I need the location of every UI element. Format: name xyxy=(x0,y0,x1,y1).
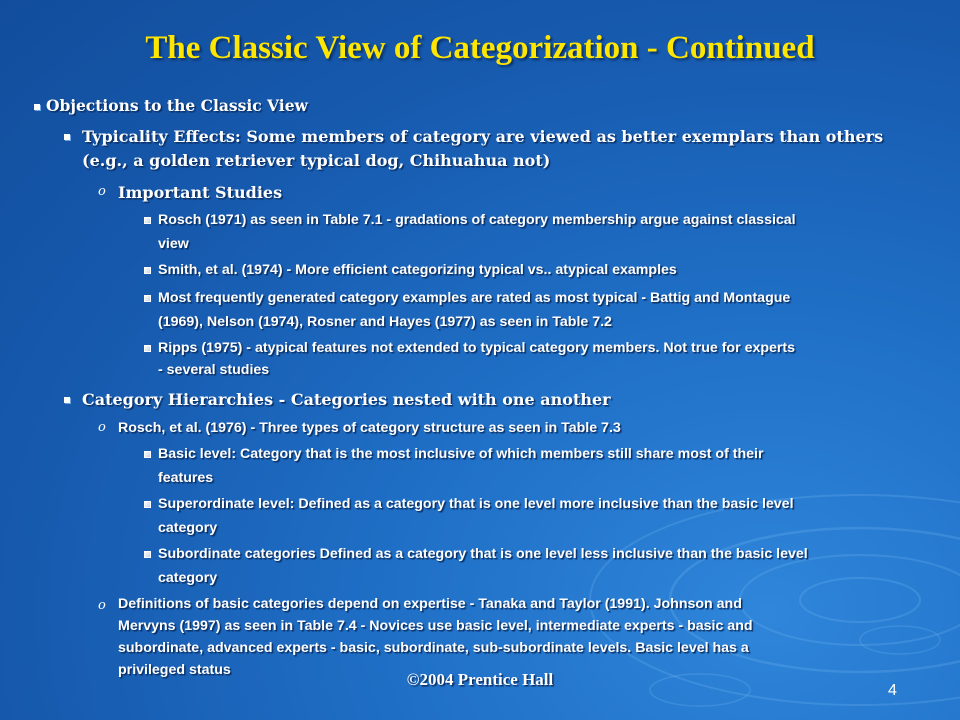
circle-bullet-icon: o xyxy=(98,598,106,613)
subordinate-line2: category xyxy=(158,570,218,586)
study-4-line2: - several studies xyxy=(158,362,270,378)
basic-level-line1: Basic level: Category that is the most inclusive of which members still share most of their xyxy=(158,446,764,462)
study-1-line1: Rosch (1971) as seen in Table 7.1 - gradations of category membership argue against classical xyxy=(158,212,796,228)
checkbox-bullet-icon xyxy=(144,345,151,352)
study-1-line2: view xyxy=(158,236,189,252)
checkbox-bullet-icon xyxy=(144,267,151,274)
study-4-line1: Ripps (1975) - atypical features not extended to typical category members. Not true for experts xyxy=(158,340,796,356)
definitions-line1: Definitions of basic categories depend on expertise - Tanaka and Taylor (1991). Johnson and xyxy=(118,596,742,612)
study-3-line2: (1969), Nelson (1974), Rosner and Hayes (1977) as seen in Table 7.2 xyxy=(158,314,612,330)
square-bullet-icon xyxy=(64,397,70,403)
subordinate-line1: Subordinate categories Defined as a category that is one level less inclusive than the basic level xyxy=(158,546,808,562)
superordinate-line1: Superordinate level: Defined as a category that is one level more inclusive than the basic level xyxy=(158,496,794,512)
square-bullet-icon xyxy=(34,104,40,110)
rosch-1976-text: Rosch, et al. (1976) - Three types of category structure as seen in Table 7.3 xyxy=(118,420,621,436)
checkbox-bullet-icon xyxy=(144,501,151,508)
typicality-line1: Typicality Effects: Some members of category are viewed as better exemplars than others xyxy=(82,127,884,146)
hierarchies-heading: Category Hierarchies - Categories nested with one another xyxy=(82,390,611,409)
circle-bullet-icon: o xyxy=(98,184,106,199)
page-number: 4 xyxy=(888,682,897,699)
copyright-footer: ©2004 Prentice Hall xyxy=(406,670,554,689)
square-bullet-icon xyxy=(64,134,70,140)
circle-bullet-icon: o xyxy=(98,420,106,435)
objections-heading: Objections to the Classic View xyxy=(46,96,308,115)
basic-level-line2: features xyxy=(158,470,214,486)
checkbox-bullet-icon xyxy=(144,451,151,458)
slide-title: The Classic View of Categorization - Continued xyxy=(145,30,815,66)
checkbox-bullet-icon xyxy=(144,217,151,224)
superordinate-line2: category xyxy=(158,520,218,536)
definitions-line4: privileged status xyxy=(118,662,231,678)
checkbox-bullet-icon xyxy=(144,551,151,558)
study-3-line1: Most frequently generated category examples are rated as most typical - Battig and Montague xyxy=(158,290,791,306)
definitions-line2: Mervyns (1997) as seen in Table 7.4 - Novices use basic level, intermediate experts - basic and xyxy=(118,618,753,634)
definitions-line3: subordinate, advanced experts - basic, subordinate, sub-subordinate levels. Basic level has a xyxy=(118,640,749,656)
important-studies-heading: Important Studies xyxy=(118,183,283,202)
typicality-line2: (e.g., a golden retriever typical dog, Chihuahua not) xyxy=(82,151,551,170)
checkbox-bullet-icon xyxy=(144,295,151,302)
study-2-line1: Smith, et al. (1974) - More efficient categorizing typical vs.. atypical examples xyxy=(158,262,677,278)
